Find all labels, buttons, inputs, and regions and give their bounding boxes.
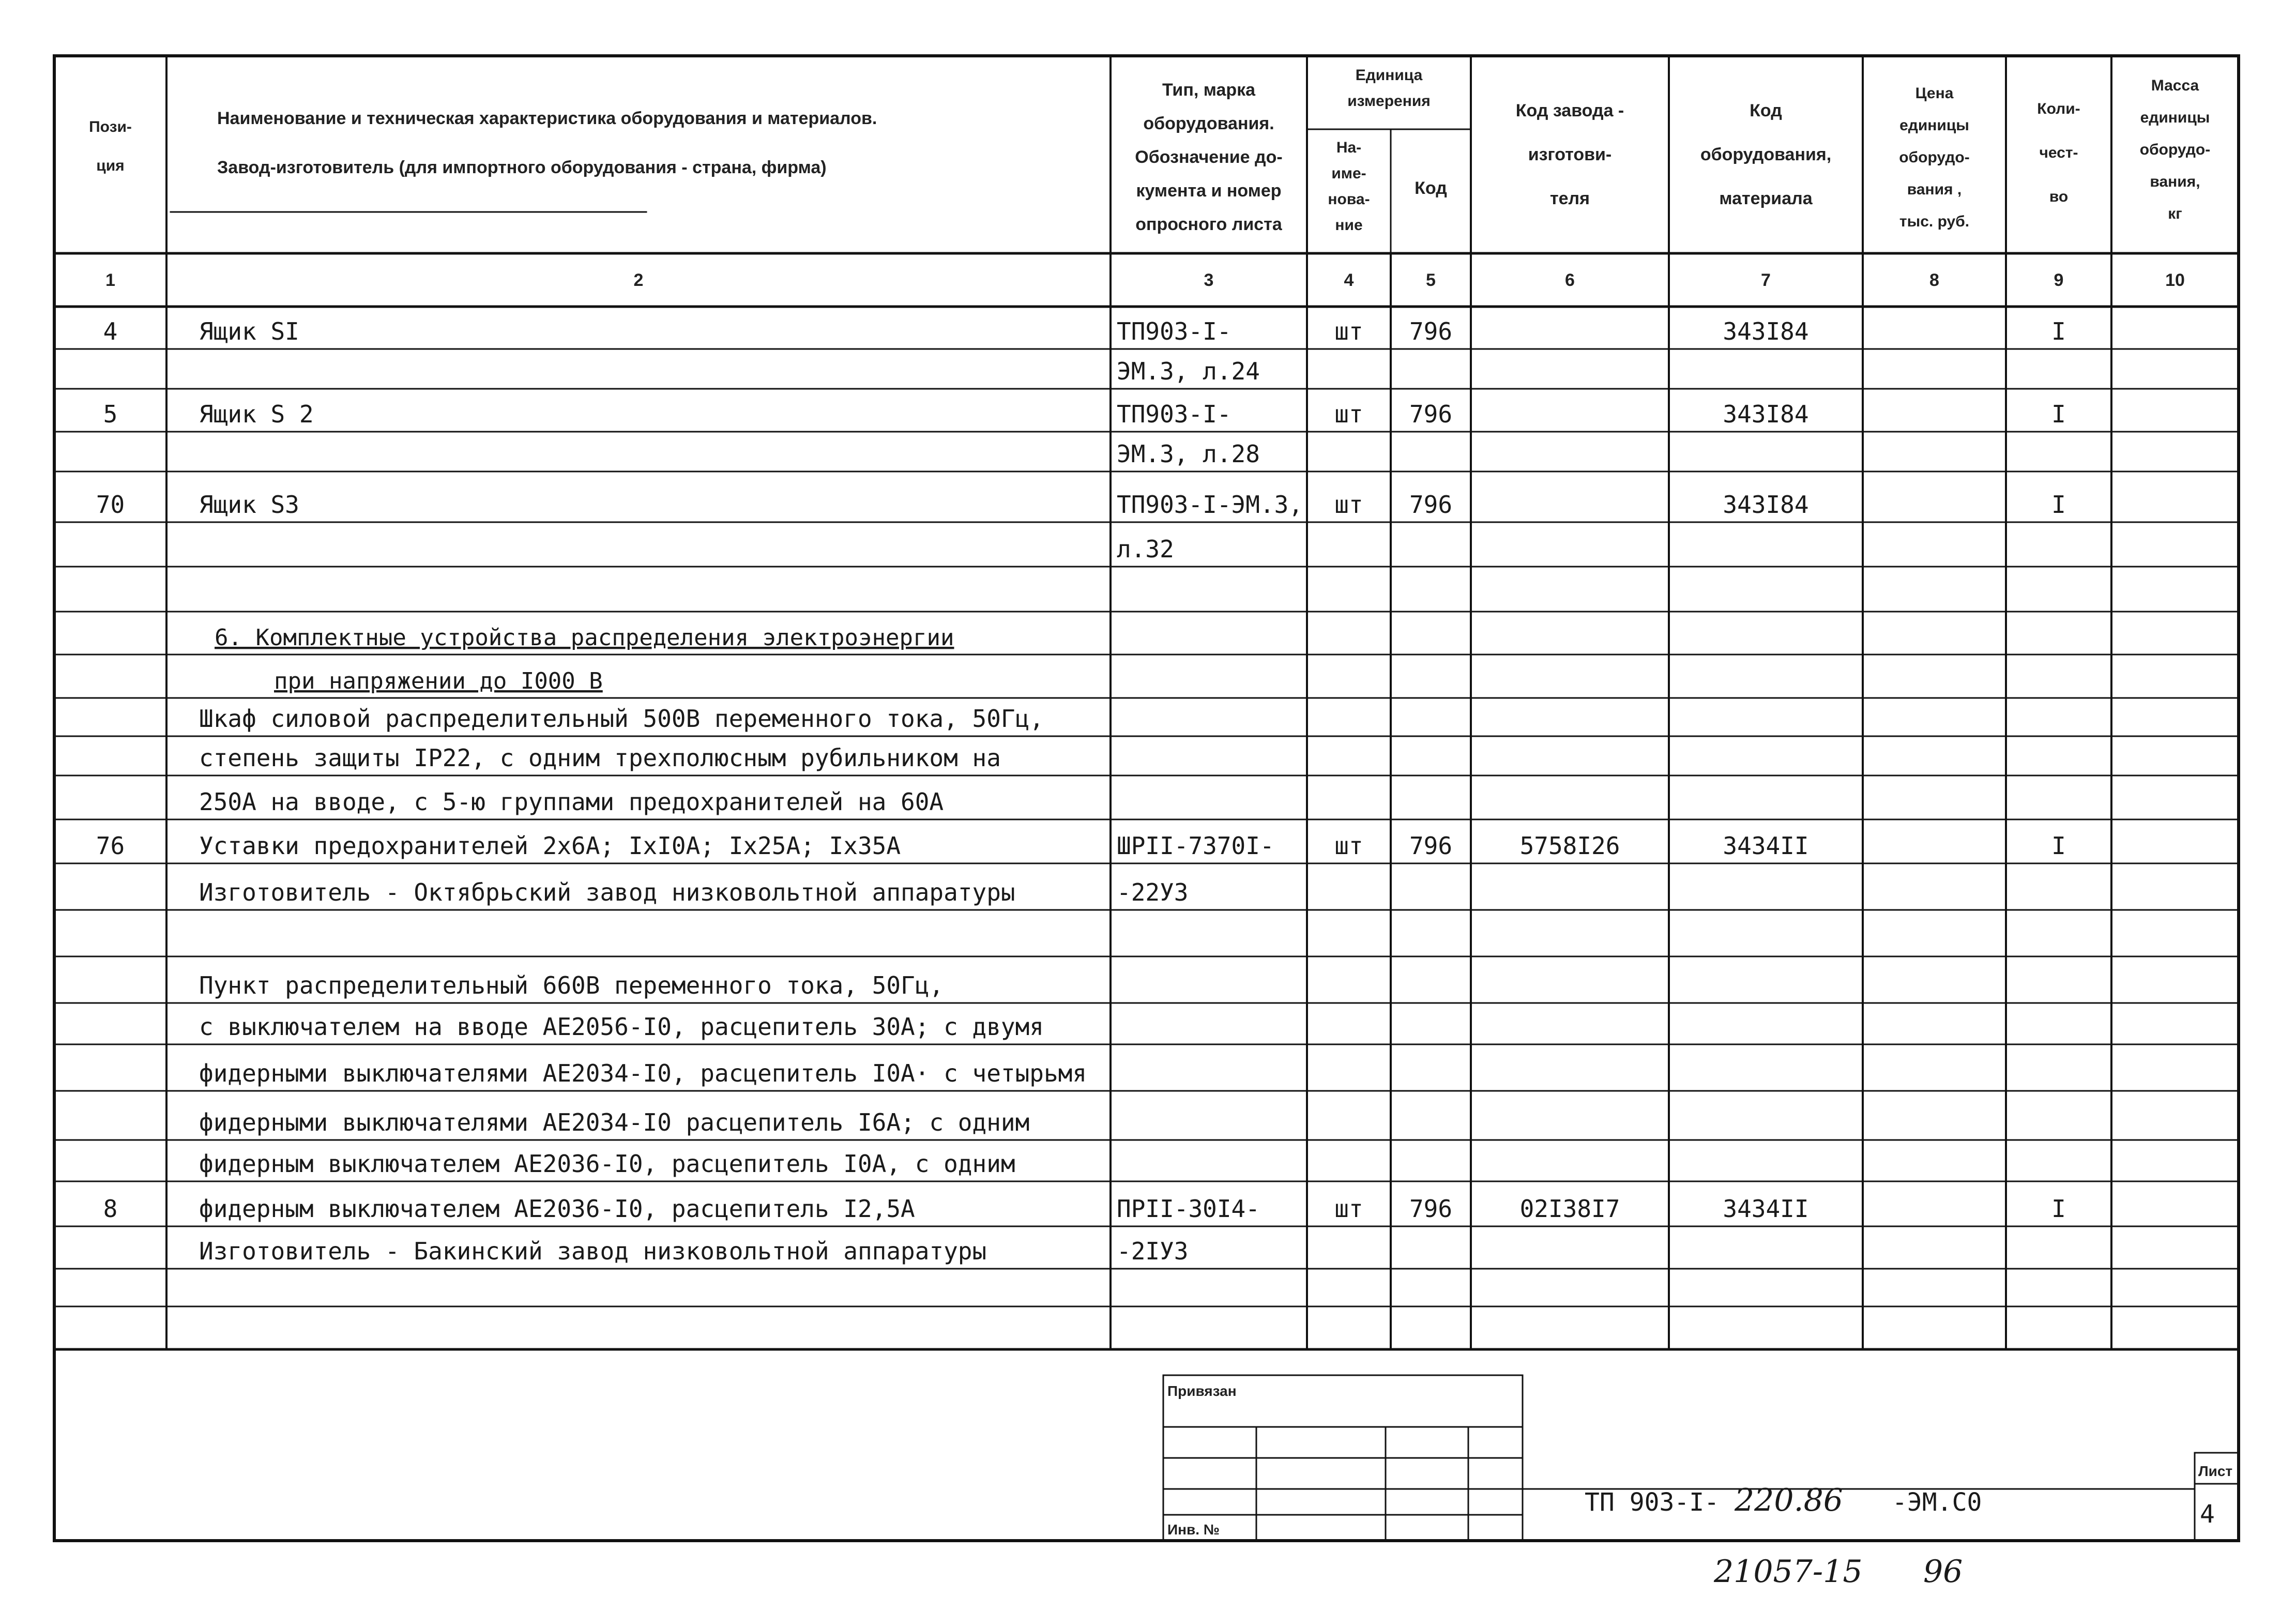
col-price-header: вания , [1907, 181, 1962, 198]
column-number: 7 [1761, 270, 1771, 290]
unit-code-cell: 796 [1409, 400, 1453, 428]
column-number: 5 [1426, 270, 1436, 290]
unit-group-header: измерения [1347, 93, 1431, 110]
quantity-cell: I [2051, 317, 2066, 345]
col-plant-code-header: теля [1550, 189, 1590, 208]
sheet-label: Лист [2198, 1463, 2233, 1479]
plant-code-cell: 5758I26 [1519, 832, 1620, 860]
name-cell: фидерными выключателями АЕ2034-I0 расцепитель I6А; с одним [199, 1108, 1030, 1136]
name-cell: фидерным выключателем АЕ2036-I0, расцепитель I2,5А [199, 1195, 915, 1223]
equipment-code-cell: 3434II [1723, 832, 1809, 860]
quantity-cell: I [2051, 1195, 2066, 1223]
type-cell: ТП903-I-ЭМ.3, [1117, 491, 1303, 519]
col-plant-code-header: Код завода - [1515, 101, 1624, 120]
col-type-header: Тип, марка [1162, 80, 1256, 100]
type-cell: ТП903-I- [1117, 400, 1231, 428]
col-unit-code-header: Код [1415, 178, 1447, 198]
col-mass-header: вания, [2150, 173, 2200, 190]
section-title: при напряжении до I000 В [274, 668, 603, 694]
col-mass-header: Масса [2151, 77, 2199, 94]
unit-code-cell: 796 [1409, 832, 1453, 860]
col-quantity-header: Коли- [2037, 100, 2080, 117]
unit-name-cell: шт [1334, 832, 1363, 860]
col-mass-header: кг [2168, 205, 2182, 222]
position-cell: 76 [96, 832, 125, 860]
col-equipment-code-header: Код [1750, 101, 1782, 120]
position-cell: 8 [103, 1195, 118, 1223]
unit-name-cell: шт [1334, 1195, 1363, 1223]
name-cell: фидерным выключателем АЕ2036-I0, расцепитель I0А, с одним [199, 1150, 1015, 1178]
type-cell: ТП903-I- [1117, 317, 1231, 345]
col-equipment-code-header: материала [1719, 189, 1813, 208]
name-cell: Ящик SI [199, 317, 299, 345]
position-cell: 70 [96, 491, 125, 519]
col-equipment-code-header: оборудования, [1700, 145, 1832, 164]
col-price-header: тыс. руб. [1899, 213, 1970, 230]
unit-name-cell: шт [1334, 491, 1363, 519]
name-cell: Изготовитель - Октябрьский завод низковольтной аппаратуры [199, 878, 1015, 906]
equipment-code-cell: 3434II [1723, 1195, 1809, 1223]
column-number: 8 [1929, 270, 1939, 290]
col-unit-name-header: На- [1336, 139, 1362, 156]
col-type-header: Обозначение до- [1135, 147, 1283, 167]
name-cell: Ящик S 2 [199, 400, 314, 428]
name-cell: с выключателем на вводе АЕ2056-I0, расцепитель 30А; с двумя [199, 1013, 1044, 1041]
type-cell: ЭМ.3, л.24 [1117, 357, 1260, 385]
column-number: 6 [1565, 270, 1575, 290]
col-unit-name-header: име- [1331, 165, 1366, 182]
equipment-code-cell: 343I84 [1723, 400, 1809, 428]
unit-name-cell: шт [1334, 317, 1363, 345]
unit-code-cell: 796 [1409, 1195, 1453, 1223]
column-number: 10 [2165, 270, 2185, 290]
equipment-code-cell: 343I84 [1723, 317, 1809, 345]
inventory-number-label: Инв. № [1167, 1522, 1220, 1538]
type-cell: -2IУ3 [1117, 1237, 1189, 1265]
archive-number: 21057-15 [1714, 1554, 1863, 1590]
type-cell: л.32 [1117, 535, 1174, 563]
unit-name-cell: шт [1334, 400, 1363, 428]
document-code-handwritten: 220.86 [1735, 1482, 1843, 1518]
type-cell: ПРII-30I4- [1117, 1195, 1260, 1223]
name-cell: Изготовитель - Бакинский завод низковольтной аппаратуры [199, 1237, 987, 1265]
col-unit-name-header: нова- [1328, 191, 1370, 208]
col-price-header: единицы [1899, 117, 1969, 134]
col-position-header: ция [96, 157, 125, 174]
quantity-cell: I [2051, 832, 2066, 860]
quantity-cell: I [2051, 400, 2066, 428]
col-price-header: Цена [1915, 85, 1954, 102]
column-number: 4 [1344, 270, 1354, 290]
col-mass-header: единицы [2140, 109, 2210, 126]
column-number: 3 [1204, 270, 1214, 290]
sheet-number: 4 [2200, 1500, 2215, 1529]
equipment-code-cell: 343I84 [1723, 491, 1809, 519]
type-cell: ЭМ.3, л.28 [1117, 440, 1260, 468]
type-cell: ШРII-7370I- [1117, 832, 1274, 860]
section-title: 6. Комплектные устройства распределения электроэнергии [215, 625, 954, 651]
col-name-header: Наименование и техническая характеристика оборудования и материалов. [217, 109, 877, 128]
column-number: 1 [105, 270, 115, 290]
unit-code-cell: 796 [1409, 491, 1453, 519]
name-cell: фидерными выключателями АЕ2034-I0, расцепитель I0А· с четырьмя [199, 1059, 1087, 1087]
column-number: 9 [2054, 270, 2064, 290]
col-quantity-header: во [2049, 188, 2069, 205]
plant-code-cell: 02I38I7 [1519, 1195, 1620, 1223]
position-cell: 5 [103, 400, 118, 428]
col-type-header: оборудования. [1143, 114, 1274, 133]
quantity-cell: I [2051, 491, 2066, 519]
col-quantity-header: чест- [2039, 144, 2078, 161]
document-code-suffix: -ЭМ.С0 [1892, 1488, 1982, 1517]
unit-code-cell: 796 [1409, 317, 1453, 345]
name-cell: Ящик S3 [199, 491, 299, 519]
col-mass-header: оборудо- [2139, 141, 2211, 158]
name-cell: Уставки предохранителей 2х6А; IхI0А; Iх25А; Iх35А [199, 832, 901, 860]
col-type-header: опросного листа [1135, 215, 1282, 234]
position-cell: 4 [103, 317, 118, 345]
column-number: 2 [633, 270, 644, 290]
name-cell: Шкаф силовой распределительный 500В переменного тока, 50Гц, [199, 705, 1044, 733]
archive-page: 96 [1923, 1554, 1963, 1590]
col-plant-code-header: изготови- [1528, 145, 1612, 164]
name-cell: степень защиты IP22, с одним трехполюсным рубильником на [199, 744, 1001, 772]
name-cell: 250А на вводе, с 5-ю группами предохранителей на 60А [199, 788, 944, 816]
col-price-header: оборудо- [1899, 149, 1970, 166]
bound-label: Привязан [1167, 1383, 1237, 1399]
unit-group-header: Единица [1355, 67, 1423, 84]
col-type-header: кумента и номер [1136, 181, 1282, 201]
col-manufacturer-header: Завод-изготовитель (для импортного оборудования - страна, фирма) [217, 158, 827, 177]
type-cell: -22У3 [1117, 878, 1189, 906]
col-unit-name-header: ние [1335, 217, 1363, 234]
table-content [89, 67, 2232, 1590]
name-cell: Пункт распределительный 660В переменного тока, 50Гц, [199, 971, 944, 999]
document-code: ТП 903-I- [1585, 1488, 1720, 1517]
col-position-header: Пози- [89, 118, 132, 135]
